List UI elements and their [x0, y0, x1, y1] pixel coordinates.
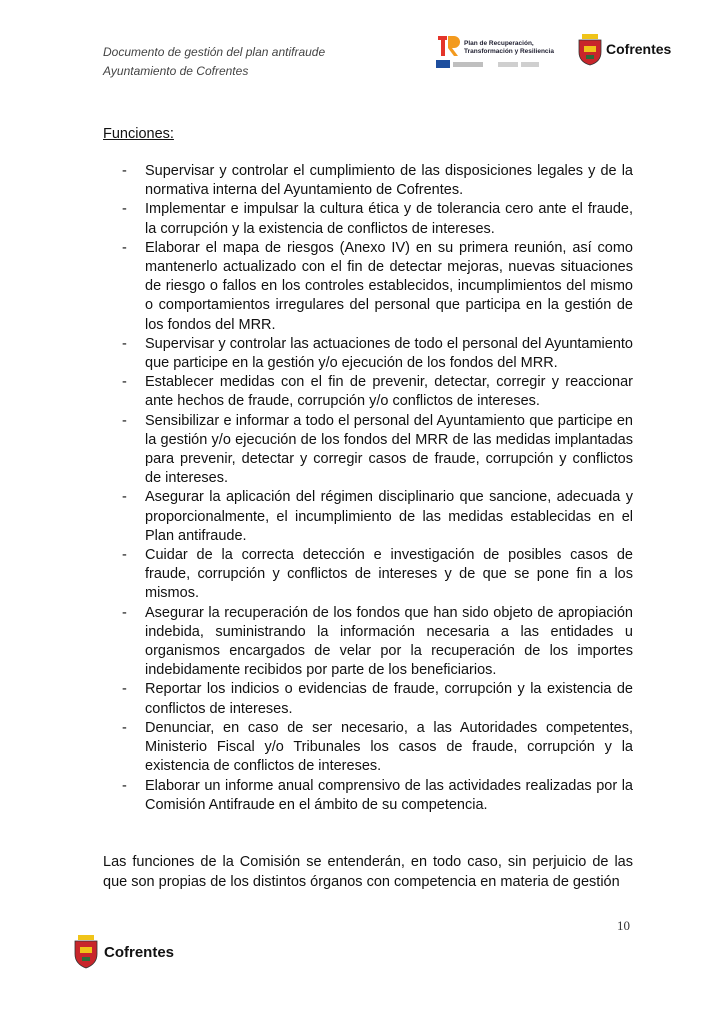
list-item: - Elaborar el mapa de riesgos (Anexo IV) en su primera reunión, así como mantenerlo actualizado con el fin de detectar mejoras, nuevas situaciones de riesgo o fallos en los controles establecidos, incumplimientos del mismo o comportamientos irregulares del personal que participa en la gestión de los fondos del MRR. [122, 239, 633, 333]
list-item: - Supervisar y controlar las actuaciones de todo el personal del Ayuntamiento que participe en la gestión y/o ejecución de los fondos del MRR. [122, 335, 633, 372]
cofrentes-crest-footer-icon [72, 935, 100, 969]
list-item: - Asegurar la recuperación de los fondos que han sido objeto de apropiación indebida, suministrando la información necesaria a las entidades u organismos encargados de velar por la recuperación de los importes indebidamente recibidos por parte de los beneficiarios. [122, 604, 633, 679]
plan-logo-title: Plan de Recuperación, Transformación y Resiliencia [464, 40, 554, 55]
bullet-dash: - [122, 777, 127, 794]
list-item: - Cuidar de la correcta detección e investigación de posibles casos de fraude, corrupción y conflictos de intereses y de que se pone fin a los mismos. [122, 547, 633, 602]
bullet-dash: - [122, 719, 127, 736]
bullet-dash: - [122, 547, 127, 564]
recovery-plan-logo [436, 34, 576, 68]
organization-name: Ayuntamiento de Cofrentes [103, 64, 249, 78]
list-item: - Supervisar y controlar el cumplimiento de las disposiciones legales y de la normativa interna del Ayuntamiento de Cofrentes. [122, 163, 633, 199]
bullet-dash: - [122, 239, 127, 256]
list-item: - Sensibilizar e informar a todo el personal del Ayuntamiento que participe en la gestión y/o ejecución de los fondos del MRR de las medidas implantadas para prevenir, detectar y corregir casos de fraude, corrupción y conflictos de intereses. [122, 412, 633, 487]
government-logos-icon [453, 61, 543, 68]
closing-paragraph: Las funciones de la Comisión se entenderán, en todo caso, sin perjuicio de las que son propias de los distintos órganos con competencia en materia de gestión [103, 854, 633, 890]
list-item: - Reportar los indicios o evidencias de fraude, corrupción y la existencia de conflictos de intereses. [122, 681, 633, 717]
bullet-dash: - [122, 604, 127, 621]
bullet-dash: - [122, 489, 127, 506]
footer-brand-name: Cofrentes [104, 944, 175, 961]
page-number: 10 [617, 918, 630, 933]
header-text [103, 43, 325, 81]
list-item: - Establecer medidas con el fin de prevenir, detectar, corregir y reaccionar ante hechos de fraude, corrupción y/o conflictos de intereses. [122, 374, 633, 410]
functions-list [103, 162, 633, 815]
tr-logo-icon [436, 34, 462, 60]
bullet-dash: - [122, 201, 127, 218]
bullet-dash: - [122, 163, 127, 179]
list-item: - Elaborar un informe anual comprensivo de las actividades realizadas por la Comisión Antifraude en el ámbito de su competencia. [122, 777, 633, 813]
bullet-dash: - [122, 374, 127, 391]
bullet-dash: - [122, 412, 127, 429]
bullet-dash: - [122, 335, 127, 352]
list-item: - Asegurar la aplicación del régimen disciplinario que sancione, adecuada y proporcionalmente, el incumplimiento de las medidas establecidas en el Plan antifraude. [122, 489, 633, 544]
document-title: Documento de gestión del plan antifraude [103, 45, 326, 59]
bullet-dash: - [122, 681, 127, 698]
header-brand-name: Cofrentes [606, 41, 672, 57]
cofrentes-crest-icon [576, 34, 604, 66]
list-item: - Implementar e impulsar la cultura ética y de tolerancia cero ante el fraude, la corrupción y la existencia de conflictos de intereses. [122, 201, 633, 237]
list-item: - Denunciar, en caso de ser necesario, a las Autoridades competentes, Ministerio Fiscal y/o Tribunales los casos de fraude, corrupción y la existencia de conflictos de intereses. [122, 719, 633, 775]
eu-flag-icon [436, 60, 450, 68]
section-title: Funciones: [103, 126, 174, 142]
